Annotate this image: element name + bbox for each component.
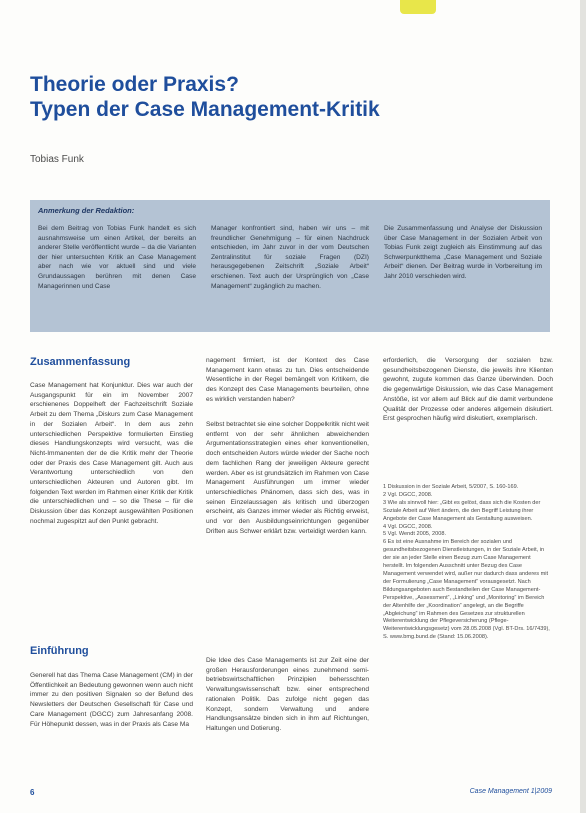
section-heading-zusammenfassung: Zusammenfassung [30,356,131,368]
footnote: 2 Vgl. DGCC, 2008. [383,491,433,498]
editor-note-col-1: Bei dem Beitrag von Tobias Funk handelt es sich ausnahmsweise um einen Artikel, der bereits an anderer Stelle veröffentlicht wurde – da die Varianten der hier untersuchten Kritik an Case Management aber nach wie vor aktuell sind und viele Grundaussagen berühren mit denen Case Managerinnen und Case [38,225,196,290]
col2-para-3: Die Idee des Case Managements ist zur Zeit eine der großen Herausforderungen eines zunehmend semi-betriebswirtschaftlichen Prinzipien behersschten Verwaltungswissenschaft bzw. einer entsprechend rationalen Politik. Das zufolge nicht gegen das Konzept, sondern Verwaltung und andere Handlungsansätze binden sich in ihm auf Richtungen, Haltungen und Dotierung. [206,657,369,732]
editor-note-box [30,200,550,332]
col2-para-2: Selbst betrachtet sie eine solcher Doppelkritik nicht weit entfernt von der sehr ähnlichen abweichenden Argumentationsstrategien eines eher konventionellen, doch entscheiden Autors würde wieder der Sache noch dem fachlichen Rang der jeweiligen Akteure gerecht werden. Aber es ist grundsätzlich im Rahmen von Case Management Ausführungen um immer wieder unterschiedliches Phänomen, dass sich des, was in seinen Einzelaussagen als kritisch und überzogen erscheint, als Ganzes immer wieder als Richtig erweist, und vor den Ausbildungseinrichtungen gegenüber Driften aus Schwer erklärt bzw. verteidigt werden kann. [206,421,369,535]
footnote: 6 Es ist eine Ausnahme im Bereich der sozialen und gesundheitsbezogenen Dienstleistungen, in der Soziale Arbeit, in der sie an jeder Stelle einen Bezug zum Case Management herstellt. Im folgenden Ausschnitt unter Bezug des Case Management verwendet wird, außer nur dadurch dass anderes mit der Formulierung „Case Management“ vorausgesetzt. Nach Bildungsangeboten auch Bestandteilen der Case Management-Perspektive, „Assessment“, „Linking“ und „Monitoring“ im Bereich der Altenhilfe der „Koordination“ angelegt, an die Begriffe „Abgleichung“ im Rahmen des Gesetzes zur strukturellen Weiterentwicklung der Pflegeversicherung (Pflege-Weiterentwicklungsgesetz) vom 28.05.2008 (Vgl. BT-Drs. 16/7439), S. www.bmg.bund.de (Stand: 15.06.2008). [383,539,550,641]
section-heading-einfuehrung: Einführung [30,645,89,657]
footnote: 1 Diskussion in der Soziale Arbeit, 5/2007, S. 160-169. [383,484,519,490]
author: Tobias Funk [30,154,84,165]
page-edge-shadow [580,0,586,813]
footnote: 4 Vgl. DGCC, 2008. [383,523,433,530]
intro-text: Generell hat das Thema Case Management (CM) in der Öffentlichkeit an Bedeutung gewonnen wenn auch nicht immer zu den positiven Signalen so der Befund des Newsletters der Deutschen Gesellschaft für Case und Care Management (DGCC) zum Jahresanfang 2008. Für Höhepunkt dessen, was in der Praxis als Case Ma [30,672,193,728]
footnote: 3 Wie als sinnvoll hier: „Gibt es gelöst, dass sich die Kosten der Soziale Arbeit auf Wert ändern, die den Begriff Leistung ihrer Angebote der Case Management als Gestaltung ausweisen. [383,499,541,522]
title-line-1: Theorie oder Praxis? [30,73,239,96]
yellow-marker-tab [400,0,436,14]
footnotes [383,484,553,642]
col3-para-1: erforderlich, die Versorgung der sozialen bzw. gesundheitsbezogenen Dienste, die jeweils ihre Klienten gewohnt, zugute kommen das Ganze überwinden. Doch die gegenwärtige Diskussion, wie das Case Management Anstöße, ist vor allem auf Blick auf die damit verbundene Qualität der Prozesse oder anderes allgemein diskutiert. Erst gesprochen häufig wird diskutiert, exemplarisch. [383,357,553,423]
editor-note-label: Anmerkung der Redaktion: [38,206,135,215]
page-number: 6 [30,788,35,797]
article-title [30,72,550,122]
editor-note-col-3: Die Zusammenfassung und Analyse der Diskussion über Case Management in der Sozialen Arbeit von Tobias Funk zeigt zugleich als Einstimmung auf das Schwerpunktthema „Case Management und Soziale Arbeit“ dienen. Der Beitrag wurde in Vorbereitung im Jahr 2010 verschieden wird. [384,225,542,280]
col2-para-1: nagement firmiert, ist der Kontext des Case Management kann etwas zu tun. Dies entscheidende Wesentliche in der Regel bemängelt von Kritikern, die des Konzept des Case Managements beurteilen, ohne es wirklich verstanden haben? [206,357,369,403]
journal-footer: Case Management 1|2009 [469,788,552,795]
footnote: 5 Vgl. Wendt 2005, 2008. [383,531,447,538]
title-line-2: Typen der Case Management-Kritik [30,98,380,121]
summary-text: Case Management hat Konjunktur. Dies war auch der Ausgangspunkt für ein im November 2007 erschienenes Doppelheft der Fachzeitschrift Soziale Arbeit zu dem Thema „Diskurs zum Case Management in der Sozialen Arbeit“. In dem aus zehn unterschiedlichen Perspektive formulierten Einstieg dieses Handlungskonzepts wird versucht, was die Nicht-Immanenten der de die Kritik mehr der Theorie oder der Praxis des Case Management gilt. Auch aus Verantwortung unterschiedlich von den unterschiedlichen Akteuren und Autoren gibt. Im folgenden Text werden im Rahmen einer Kritik der Kritik die unterschiedlichen und – so die These – für die Diskussion über das Konzept ausgewählten Positionen nochmal zugespitzt auf den Punkt gebracht. [30,382,193,525]
editor-note-col-2: Manager konfrontiert sind, haben wir uns – mit freundlicher Genehmigung – für einen Nachdruck entschieden, im Jahr zuvor in der vom Deutschen Zentralinstitut für soziale Fragen (DZI) herausgegebenen Zeitschrift „Soziale Arbeit“ erschienen. Text auch der Ursprünglich von „Case Management“ zugänglich zu machen. [211,225,369,290]
